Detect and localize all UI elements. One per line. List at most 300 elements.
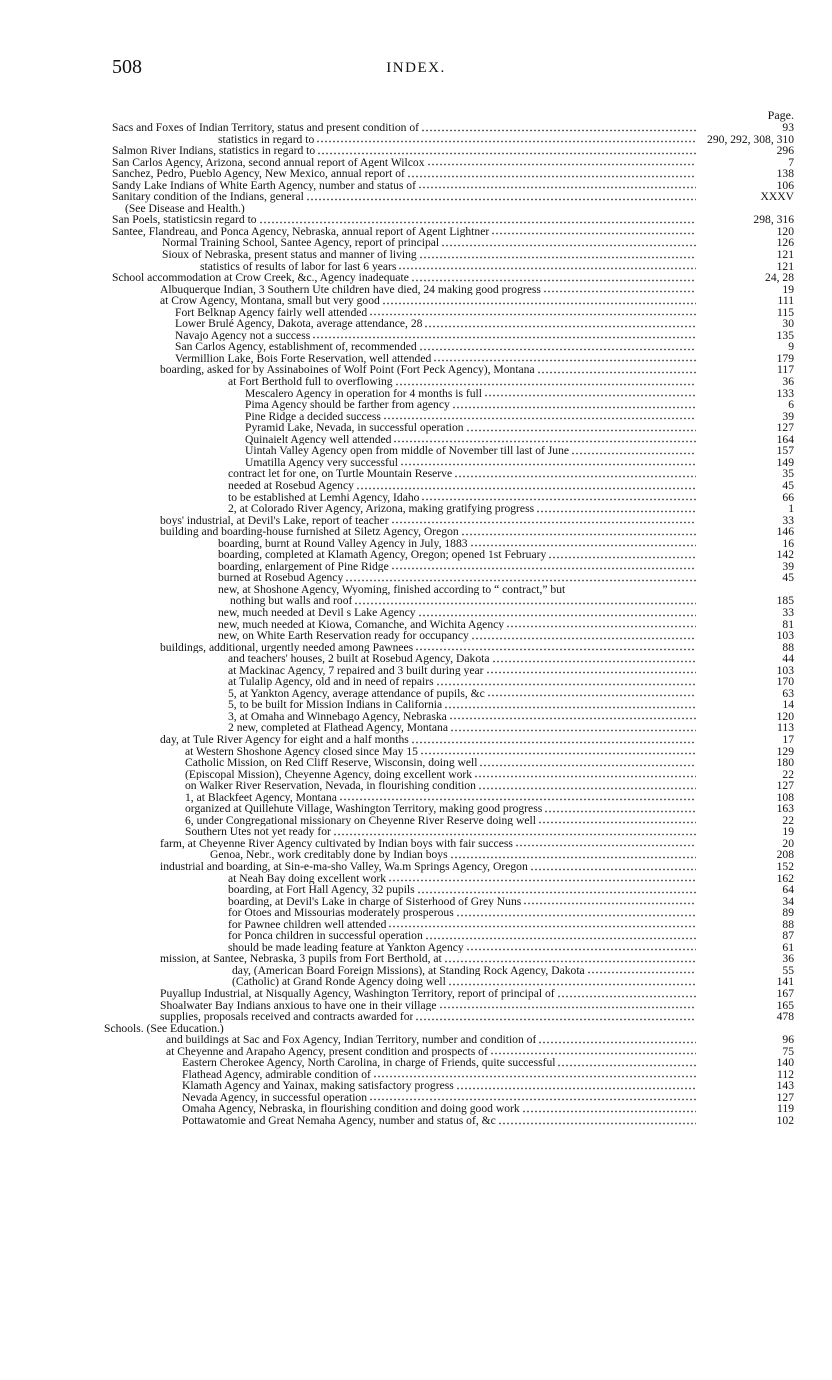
dot-leader [398,262,696,270]
entry-page: 22 [782,813,794,827]
index-entry [0,445,832,457]
index-entry [0,896,832,908]
dot-leader [538,1036,696,1044]
entry-text: should be made leading feature at Yankton Agency [228,941,464,954]
dot-leader [391,516,696,524]
entry-page: 17 [782,732,794,746]
entry-page: 33 [782,605,794,619]
dot-leader [226,1024,696,1032]
entry-page: 121 [776,248,794,262]
index-entry [0,468,832,480]
entry-text: at Fort Berthold full to overflowing [228,376,393,388]
entry-text: Uintah Valley Agency open from middle of November till last of June [245,445,570,457]
entry-page: 140 [776,1056,794,1070]
entry-page: 165 [776,998,794,1012]
entry-text: Normal Training School, Santee Agency, report of principal [162,237,440,250]
entry-text: for Ponca children in successful operation [228,930,423,942]
dot-leader [247,204,696,212]
index-entry [0,988,832,1000]
index-entry [0,295,832,307]
dot-leader [425,932,696,940]
entry-page: 121 [776,259,794,273]
index-entry [0,1115,832,1127]
entry-text: for Otoes and Missourias moderately prosperous [228,907,454,919]
entry-text: San Carlos Agency, establishment of, recommended [175,341,417,353]
entry-page: 19 [782,282,794,296]
entry-text: Nevada Agency, in successful operation [182,1091,368,1104]
entry-text: nothing but walls and roof [230,595,353,607]
index-entry [0,561,832,573]
index-entry [0,907,832,919]
dot-leader [421,124,696,132]
index-entry [0,249,832,261]
entry-text: Genoa, Nebr., work creditably done by Indian boys [210,849,448,861]
entry-page: 24, 28 [765,271,794,285]
entry-page: 129 [776,744,794,758]
dot-leader [478,782,696,790]
index-entry [0,676,832,688]
entry-text: 1, at Blackfeet Agency, Montana [185,791,337,804]
dot-leader [487,689,696,697]
dot-leader [491,227,696,235]
index-entry [0,237,832,249]
entry-page: 14 [782,698,794,712]
index-entry [0,930,832,942]
index-entry [0,318,832,330]
entry-page: 138 [776,167,794,181]
index-entry [0,595,832,607]
entry-page: 102 [776,1114,794,1128]
entry-page: 126 [776,236,794,250]
dot-leader [411,736,696,744]
entry-page: 6 [788,398,794,412]
page-title: INDEX. [386,60,446,76]
dot-leader [373,1070,696,1078]
index-entry [0,1034,832,1046]
entry-text: boarding, at Fort Hall Agency, 32 pupils [228,884,415,896]
entry-text: San Poels, statisticsin regard to [112,214,257,226]
entry-page: 163 [776,802,794,816]
entry-text: new, much needed at Kiowa, Comanche, and Wichita Agency [218,618,505,631]
entry-text: 2 new, completed at Flathead Agency, Montana [228,722,448,734]
entry-text: Sacs and Foxes of Indian Territory, status and present condition of [112,122,420,134]
index-entry [0,815,832,827]
entry-page: 141 [776,975,794,989]
dot-leader [419,343,696,351]
entry-text: buildings, additional, urgently needed among Pawnees [160,641,414,654]
dot-leader [454,470,696,478]
index-entry [0,191,832,203]
entry-text: Santee, Flandreau, and Ponca Agency, Nebraska, annual report of Agent Lightner [112,225,490,238]
entry-page: 45 [782,571,794,585]
dot-leader [415,1013,696,1021]
dot-leader [418,609,696,617]
index-entry [0,538,832,550]
dot-leader [345,574,696,582]
entry-text: (Catholic) at Grand Ronde Agency doing well [232,976,446,989]
index-entry [0,364,832,376]
index-entry [0,261,832,273]
entry-page: 61 [782,940,794,954]
dot-leader [421,493,696,501]
entry-text: statistics in regard to [218,133,315,146]
index-entry [0,792,832,804]
index-entry [0,861,832,873]
entry-text: Sioux of Nebraska, present status and manner of living [162,249,417,261]
entry-text: Omaha Agency, Nebraska, in flourishing condition and doing good work [182,1103,520,1116]
entry-text: Salmon River Indians, statistics in regard to [112,145,316,157]
dot-leader [471,632,696,640]
index-entry [0,272,832,284]
dot-leader [523,897,696,905]
entry-page: 143 [776,1079,794,1093]
entry-page: 185 [776,594,794,608]
entry-page: 45 [782,478,794,492]
dot-leader [479,759,696,767]
entry-text: Fort Belknap Agency fairly well attended [175,306,368,319]
index-entry [0,1103,832,1115]
dot-leader [543,285,696,293]
entry-text: industrial and boarding, at Sin-e-ma-sho Valley, Wa.m Springs Agency, Oregon [160,861,528,873]
entry-text: 3, at Omaha and Winnebago Agency, Nebraska [228,710,447,723]
index-entry [0,873,832,885]
entry-text: boarding, enlargement of Pine Ridge [218,560,389,573]
dot-leader [515,839,696,847]
entry-page: 149 [776,455,794,469]
dot-leader [444,955,696,963]
entry-text: Pottawatomie and Great Nemaha Agency, number and status of, &c [182,1115,496,1127]
dot-leader [536,505,696,513]
entry-text: and buildings at Sac and Fox Agency, Indian Territory, number and condition of [166,1034,537,1046]
dot-leader [369,1093,696,1101]
dot-leader [411,274,696,282]
index-entry [0,214,832,226]
entry-text: 5, to be built for Mission Indians in California [228,699,443,711]
entry-page: 33 [782,513,794,527]
entry-text: Pine Ridge a decided success [245,410,381,423]
index-entry [0,711,832,723]
index-entry [0,307,832,319]
index-entry [0,457,832,469]
entry-text: day, at Tule River Agency for eight and a half months [160,733,409,746]
entry-text: 6, under Congregational missionary on Cheyenne River Reserve doing well [185,814,536,827]
entry-text: statistics of results of labor for last 6 years [200,260,397,273]
entry-text: Sandy Lake Indians of White Earth Agency, number and status of [112,179,416,192]
index-entries [0,122,832,1127]
dot-leader [317,147,696,155]
entry-text: boarding, completed at Klamath Agency, Oregon; opened 1st February [218,549,547,561]
index-entry [0,434,832,446]
dot-leader [424,320,696,328]
entry-page: 157 [776,444,794,458]
dot-leader [393,435,696,443]
entry-text: and teachers' houses, 2 built at Rosebud Agency, Dakota [228,653,490,665]
entry-text: supplies, proposals received and contracts awarded for [160,1011,414,1023]
entry-page: 127 [776,779,794,793]
entry-page: XXXV [760,190,794,204]
entry-page: 36 [782,375,794,389]
dot-leader [427,158,697,166]
dot-leader [419,251,696,259]
entry-page: 19 [782,825,794,839]
entry-page: 119 [777,1102,794,1116]
entry-text: at Mackinac Agency, 7 repaired and 3 built during year [228,664,484,677]
page-number: 508 [112,56,142,78]
index-entry [0,1000,832,1012]
dot-leader [306,193,696,201]
dot-leader [587,966,696,974]
entry-text: 2, at Colorado River Agency, Arizona, making gratifying progress [228,503,535,515]
entry-text: Catholic Mission, on Red Cliff Reserve, Wisconsin, doing well [185,757,478,769]
dot-leader [316,135,696,143]
dot-leader [312,331,696,339]
index-entry [0,422,832,434]
index-entry [0,572,832,584]
index-entry [0,503,832,515]
dot-leader [466,943,696,951]
index-entry [0,584,832,596]
index-entry [0,803,832,815]
entry-page: 87 [782,929,794,943]
index-entry [0,1092,832,1104]
entry-page: 75 [782,1044,794,1058]
entry-page: 142 [776,548,794,562]
entry-text: Sanchez, Pedro, Pueblo Agency, New Mexico, annual report of [112,168,405,180]
entry-page: 30 [782,317,794,331]
entry-text: Flathead Agency, admirable condition of [182,1068,371,1081]
dot-leader [522,1105,696,1113]
index-entry [0,145,832,157]
entry-text: organized at Quillehute Village, Washington Territory, making good progress [185,803,543,815]
index-entry [0,399,832,411]
index-entry [0,134,832,146]
entry-text: boarding, burnt at Round Valley Agency in July, 1883 [218,537,468,550]
entry-page: 16 [782,536,794,550]
index-entry [0,330,832,342]
dot-leader [466,424,696,432]
entry-text: Klamath Agency and Yainax, making satisfactory progress [182,1080,454,1092]
dot-leader [417,886,696,894]
entry-text: mission, at Santee, Nebraska, 3 pupils from Fort Berthold, at [160,953,442,965]
entry-page: 44 [782,652,794,666]
index-entry [0,965,832,977]
dot-leader [407,170,696,178]
dot-leader [433,354,696,362]
index-entry [0,341,832,353]
entry-page: 88 [782,917,794,931]
entry-page: 108 [776,790,794,804]
entry-text: at Tulalip Agency, old and in need of repairs [228,676,434,688]
entry-page: 93 [782,121,794,134]
entry-page: 120 [776,709,794,723]
index-entry [0,688,832,700]
index-entry [0,849,832,861]
entry-text: at Crow Agency, Montana, small but very good [160,295,380,307]
dot-leader [259,216,696,224]
entry-page: 170 [776,675,794,689]
dot-leader [537,366,696,374]
entry-page: 89 [782,906,794,920]
dot-leader [369,308,696,316]
entry-text: Pyramid Lake, Nevada, in successful operation [245,422,464,434]
entry-page: 35 [782,467,794,481]
entry-text: for Pawnee children well attended [228,918,387,931]
entry-page: 162 [776,871,794,885]
dot-leader [461,528,696,536]
dot-leader [490,1047,696,1055]
index-entry [0,411,832,423]
index-entry [0,838,832,850]
index-entry [0,480,832,492]
dot-leader [436,678,696,686]
entry-page: 164 [776,432,794,446]
dot-leader [544,805,696,813]
dot-leader [470,539,696,547]
index-entry [0,746,832,758]
index-entry [0,168,832,180]
index-entry [0,122,832,134]
entry-page: 22 [782,767,794,781]
dot-leader [567,585,696,593]
entry-text: Lower Brulé Agency, Dakota, average attendance, 28 [175,318,423,330]
entry-text: building and boarding-house furnished at Siletz Agency, Oregon [160,526,459,538]
entry-page: 55 [782,963,794,977]
entry-page: 1 [788,502,794,516]
index-entry [0,492,832,504]
entry-text: farm, at Cheyenne River Agency cultivated by Indian boys with fair success [160,837,513,850]
dot-leader [449,712,696,720]
index-entry [0,180,832,192]
index-entry [0,284,832,296]
entry-text: Schools. (See Education.) [104,1022,224,1035]
dot-leader [388,920,696,928]
dot-leader [441,239,696,247]
index-entry [0,203,832,215]
index-entry [0,1057,832,1069]
entry-page: 180 [776,756,794,770]
index-entry [0,1080,832,1092]
dot-leader [382,297,696,305]
entry-page: 298, 316 [753,213,794,227]
entry-text: boarding, asked for by Assinaboines of Wolf Point (Fort Peck Agency), Montana [160,364,535,377]
entry-text: at Cheyenne and Arapaho Agency, present condition and prospects of [166,1045,488,1058]
entry-text: School accommodation at Crow Creek, &c., Agency inadequate [112,272,409,284]
dot-leader [388,874,696,882]
index-entry [0,642,832,654]
index-entry [0,757,832,769]
entry-page: 39 [782,409,794,423]
index-entry [0,780,832,792]
index-entry [0,376,832,388]
dot-leader [506,620,696,628]
index-entry [0,515,832,527]
entry-text: Albuquerque Indian, 3 Southern Ute children have died, 24 making good progress [160,283,541,296]
entry-text: needed at Rosebud Agency [228,479,354,492]
entry-text: Quinaielt Agency well attended [245,433,392,446]
dot-leader [444,701,696,709]
index-entry [0,734,832,746]
index-entry [0,157,832,169]
entry-text: Eastern Cherokee Agency, North Carolina, in charge of Friends, quite successful [182,1057,556,1069]
entry-text: Shoalwater Bay Indians anxious to have one in their village [160,999,437,1012]
index-entry [0,665,832,677]
entry-text: Pima Agency should be farther from agency [245,399,450,411]
dot-leader [530,863,696,871]
entry-page: 146 [776,525,794,539]
dot-leader [474,770,696,778]
entry-page: 120 [776,224,794,238]
entry-page: 106 [776,178,794,192]
entry-page: 63 [782,686,794,700]
dot-leader [383,412,696,420]
entry-page: 103 [776,629,794,643]
dot-leader [456,909,696,917]
entry-text: Sanitary condition of the Indians, general [112,191,304,203]
entry-page: 127 [776,1090,794,1104]
entry-text: on Walker River Reservation, Nevada, in flourishing condition [185,780,476,792]
index-entry [0,942,832,954]
index-entry [0,722,832,734]
entry-page: 39 [782,559,794,573]
index-entry [0,1046,832,1058]
index-entry [0,607,832,619]
dot-leader [538,816,696,824]
entry-text: Mescalero Agency in operation for 4 months is full [245,387,482,400]
entry-page: 81 [782,617,794,631]
entry-page: 115 [777,305,794,319]
index-entry [0,653,832,665]
index-entry [0,630,832,642]
entry-text: Umatilla Agency very successful [245,456,398,469]
dot-leader [450,724,696,732]
dot-leader [339,793,696,801]
dot-leader [354,597,696,605]
index-entry [0,953,832,965]
entry-page: 7 [788,155,794,169]
index-entry [0,884,832,896]
entry-page: 296 [776,144,794,158]
entry-page: 88 [782,640,794,654]
index-entry [0,769,832,781]
dot-leader [571,447,696,455]
dot-leader [548,551,696,559]
entry-text: day, (American Board Foreign Missions), at Standing Rock Agency, Dakota [232,964,585,977]
entry-text: boarding, at Devil's Lake in charge of Sisterhood of Grey Nuns [228,895,522,908]
entry-page: 96 [782,1033,794,1047]
dot-leader [439,1001,696,1009]
entry-text: new, at Shoshone Agency, Wyoming, finished according to “ contract,” but [218,583,566,596]
index-entry [0,388,832,400]
index-entry [0,699,832,711]
dot-leader [450,851,696,859]
entry-text: Navajo Agency not a success [175,329,311,342]
entry-page: 113 [777,721,794,735]
index-entry [0,619,832,631]
dot-leader [391,562,696,570]
dot-leader [400,458,696,466]
entry-text: to be established at Lemhi Agency, Idaho [228,491,420,504]
index-entry [0,976,832,988]
index-entry [0,549,832,561]
entry-page: 64 [782,883,794,897]
index-entry [0,353,832,365]
index-entry [0,1069,832,1081]
entry-text: Vermillion Lake, Bois Forte Reservation, well attended [175,352,432,365]
dot-leader [557,1059,696,1067]
dot-leader [356,482,696,490]
dot-leader [492,655,697,663]
entry-page: 20 [782,836,794,850]
